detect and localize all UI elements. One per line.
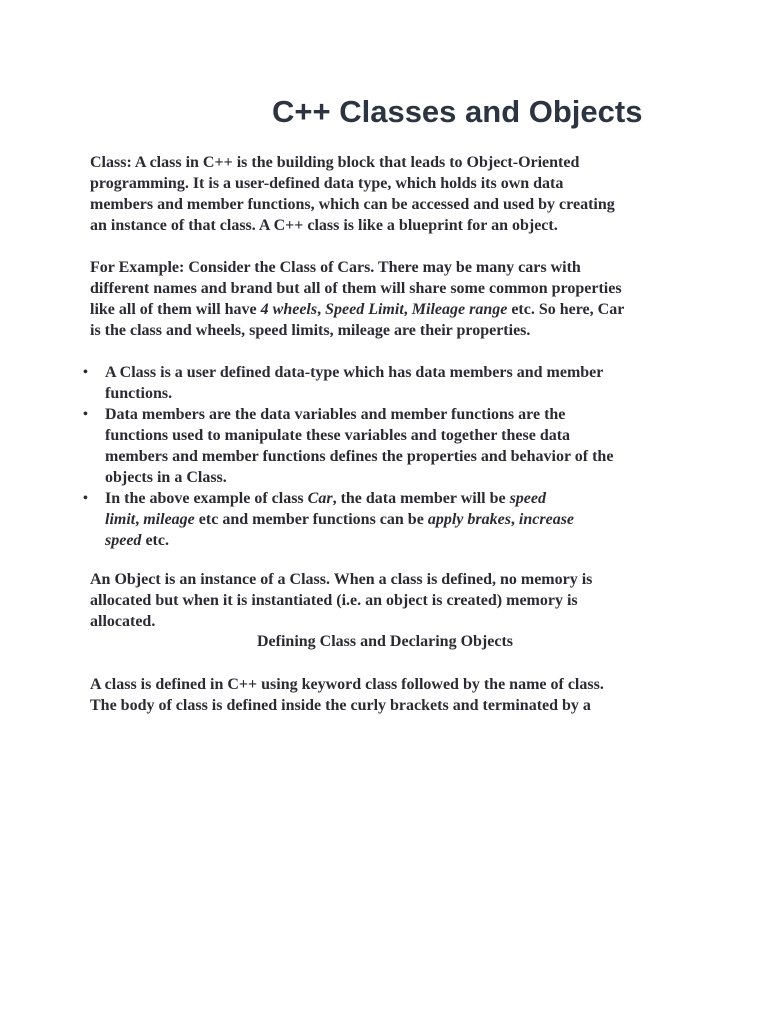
paragraph-line: The body of class is defined inside the curly brackets and terminated by a [90, 697, 591, 714]
text-run: , [510, 511, 519, 528]
text-run: , the data member will be [332, 490, 510, 507]
emphasis-text: apply brakes [427, 511, 511, 528]
list-item [83, 362, 690, 404]
paragraph-line: allocated but when it is instantiated (i.e. an object is created) memory is [90, 592, 578, 609]
bullet-list [83, 362, 690, 551]
list-item [83, 404, 690, 488]
paragraph-line: For Example: Consider the Class of Cars. There may be many cars with [90, 259, 581, 276]
emphasis-text: Speed Limit [325, 301, 404, 318]
list-item-line: objects in a Class. [105, 469, 227, 486]
text-run: etc. So here, Car [507, 301, 625, 318]
text-run: In the above example of class [105, 490, 308, 507]
text-run: , [317, 301, 326, 318]
paragraph-line: An Object is an instance of a Class. When a class is defined, no memory is [90, 571, 593, 588]
emphasis-text: speed [509, 490, 547, 507]
list-item-line [105, 530, 690, 551]
paragraph-line: programming. It is a user-defined data type, which holds its own data [90, 175, 564, 192]
emphasis-text: mileage [143, 511, 195, 528]
emphasis-text: increase [518, 511, 575, 528]
emphasis-text: limit [105, 511, 136, 528]
list-item-line: functions. [105, 385, 173, 402]
paragraph-line: different names and brand but all of them will share some common properties [90, 280, 622, 297]
bullet-icon: • [83, 407, 88, 422]
section-heading: Defining Class and Declaring Objects [257, 633, 513, 650]
paragraph-line: members and member functions, which can be accessed and used by creating [90, 196, 615, 213]
list-item-line [105, 509, 690, 530]
text-run: , [135, 511, 144, 528]
emphasis-text: Car [307, 490, 333, 507]
class-definition-paragraph [90, 152, 680, 236]
list-item [83, 488, 690, 551]
bullet-icon: • [83, 365, 88, 380]
list-item-line: Data members are the data variables and member functions are the [105, 406, 566, 423]
text-run: , [403, 301, 412, 318]
paragraph-line: is the class and wheels, speed limits, mileage are their properties. [90, 322, 531, 339]
paragraph-line: Class: A class in C++ is the building block that leads to Object-Oriented [90, 154, 580, 171]
paragraph-line: allocated. [90, 613, 156, 630]
text-run: etc. [141, 532, 169, 549]
list-item-line: A Class is a user defined data-type which has data members and member [105, 364, 604, 381]
list-item-line: members and member functions defines the properties and behavior of the [105, 448, 614, 465]
object-paragraph [90, 569, 680, 632]
text-run: etc and member functions can be [194, 511, 428, 528]
list-item-line [105, 488, 690, 509]
emphasis-text: Mileage range [411, 301, 508, 318]
list-item-line: functions used to manipulate these variables and together these data [105, 427, 571, 444]
emphasis-text: 4 wheels [260, 301, 318, 318]
page-title: C++ Classes and Objects [272, 94, 643, 129]
bullet-icon: • [83, 491, 88, 506]
emphasis-text: speed [105, 532, 142, 549]
example-paragraph [90, 257, 680, 341]
class-syntax-paragraph [90, 674, 680, 716]
paragraph-line [90, 299, 680, 320]
paragraph-line: an instance of that class. A C++ class is like a blueprint for an object. [90, 217, 558, 234]
text-run: like all of them will have [90, 301, 261, 318]
paragraph-line: A class is defined in C++ using keyword class followed by the name of class. [90, 676, 604, 693]
